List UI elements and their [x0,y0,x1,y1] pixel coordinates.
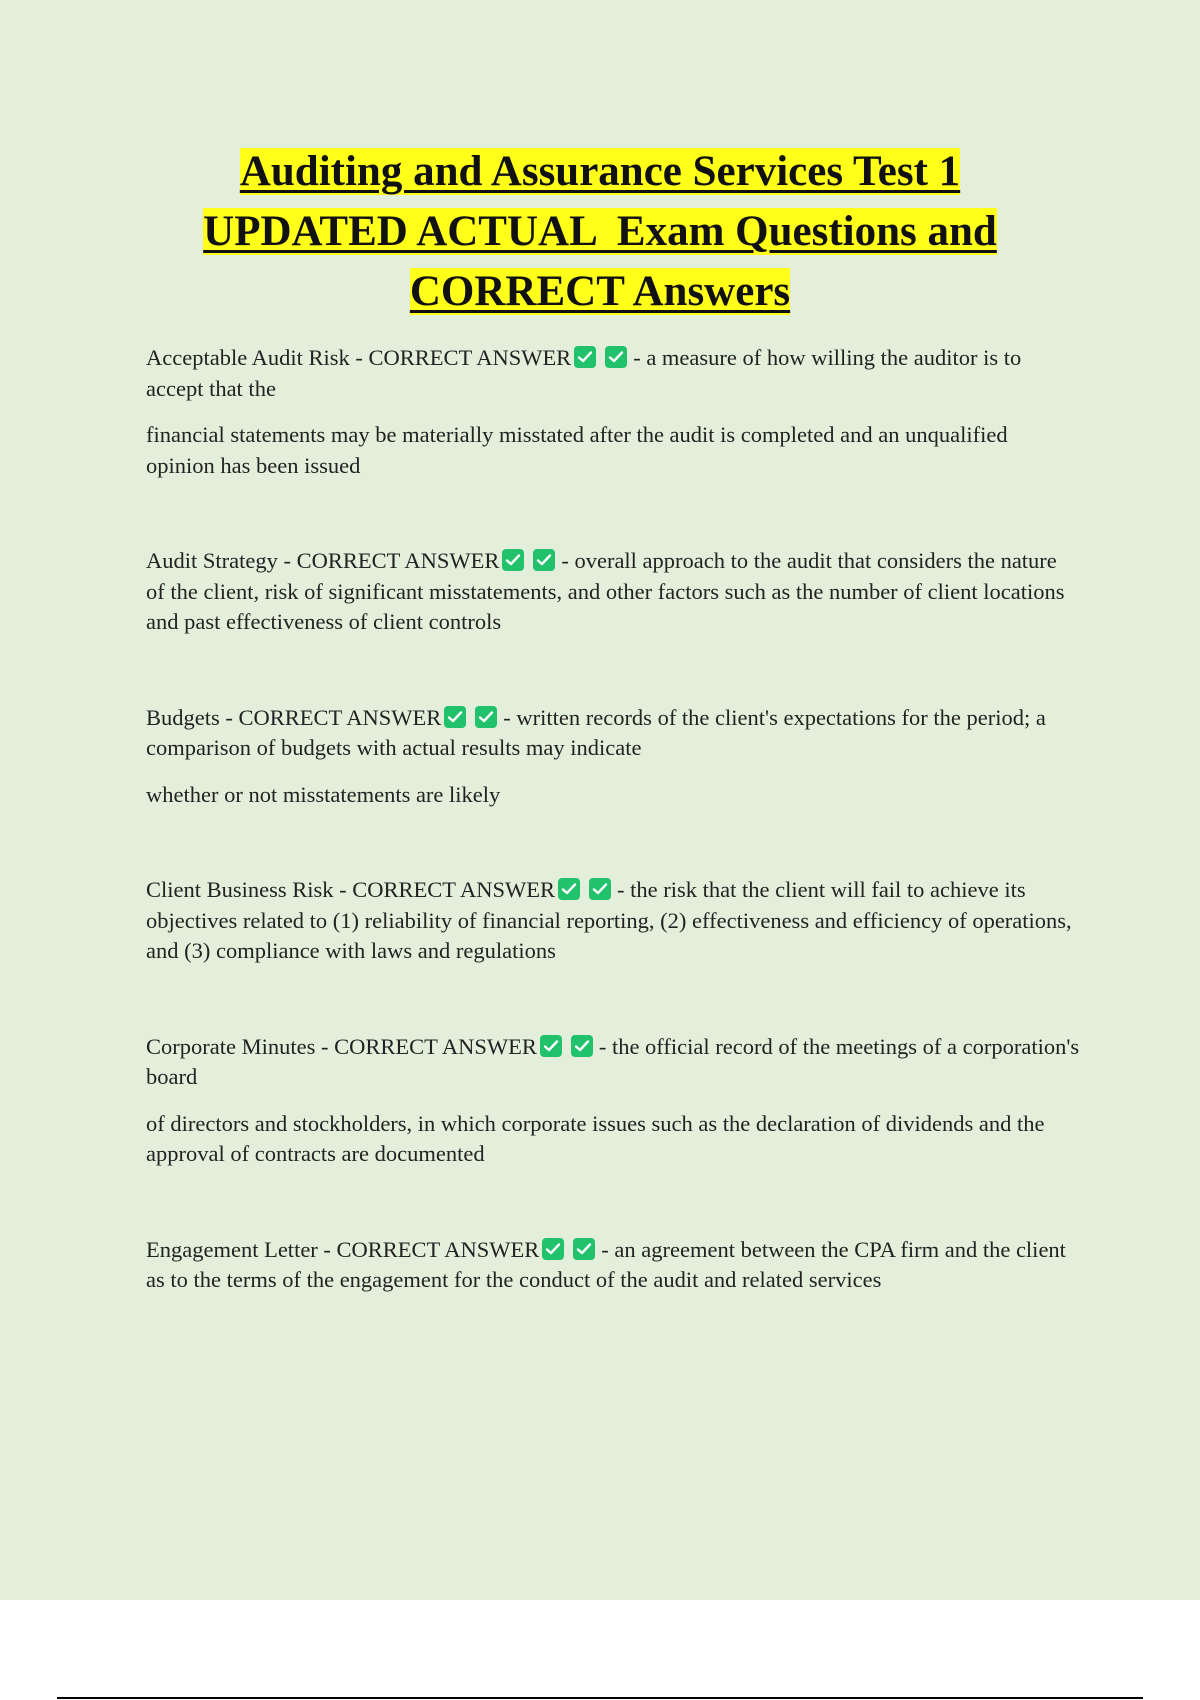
entry-paragraph [146,1235,1081,1296]
qa-entry [146,343,1081,481]
qa-entry [146,875,1081,967]
entry-definition: - written records of the client's expectations for the period; a comparison of budgets with actual results may indicate [146,704,1046,760]
entry-definition: - an agreement between the CPA firm and the client as to the terms of the engagement for the conduct of the audit and related services [146,1236,1066,1292]
qa-list [146,343,1081,1296]
title-line: CORRECT Answers [409,268,791,315]
entry-term: Client Business Risk - CORRECT ANSWER [146,877,556,902]
entry-definition: - the risk that the client will fail to achieve its objectives related to (1) reliability of financial reporting, (2) effectiveness and efficiency of operations, and (3) compliance with laws and regulations [146,877,1072,963]
checkmark-icon [589,878,611,900]
checkmark-icon [571,1035,593,1057]
checkmark-icon [475,706,497,728]
qa-entry [146,703,1081,811]
entry-term: Audit Strategy - CORRECT ANSWER [146,548,500,573]
entry-paragraph [146,343,1081,404]
entry-definition: - the official record of the meetings of a corporation's board [146,1033,1080,1089]
entry-paragraph [146,703,1081,764]
entry-continuation: whether or not misstatements are likely [146,781,501,807]
entry-definition: - a measure of how willing the auditor is to accept that the [146,345,1022,401]
checkmark-icon [542,1238,564,1260]
qa-entry [146,1032,1081,1170]
checkmark-icon [533,549,555,571]
checkmark-icon [444,706,466,728]
entry-paragraph [146,1032,1081,1093]
qa-entry [146,546,1081,638]
entry-term: Engagement Letter - CORRECT ANSWER [146,1236,540,1262]
footer-divider [57,1697,1143,1699]
checkmark-icon [573,1238,595,1260]
entry-definition: - overall approach to the audit that considers the nature of the client, risk of significant misstatements, and other factors such as the number of client locations and past effectiveness of client controls [146,548,1065,634]
title-line: Auditing and Assurance Services Test 1 [239,148,961,195]
entry-paragraph [146,546,1081,638]
checkmark-icon [574,346,596,368]
checkmark-icon [605,346,627,368]
entry-paragraph [146,875,1081,967]
title-line: UPDATED ACTUAL Exam Questions and [203,208,997,255]
entry-continuation: financial statements may be materially misstated after the audit is completed and an unqualified opinion has been issued [146,422,1008,478]
checkmark-icon [558,878,580,900]
checkmark-icon [502,549,524,571]
entry-term: Corporate Minutes - CORRECT ANSWER [146,1033,537,1059]
entry-term: Acceptable Audit Risk - CORRECT ANSWER [146,345,572,370]
entry-term: Budgets - CORRECT ANSWER [146,704,442,730]
document-title [100,142,1100,322]
qa-entry [146,1235,1081,1296]
checkmark-icon [540,1035,562,1057]
entry-continuation: of directors and stockholders, in which corporate issues such as the declaration of dividends and the approval of contracts are documented [146,1110,1045,1166]
